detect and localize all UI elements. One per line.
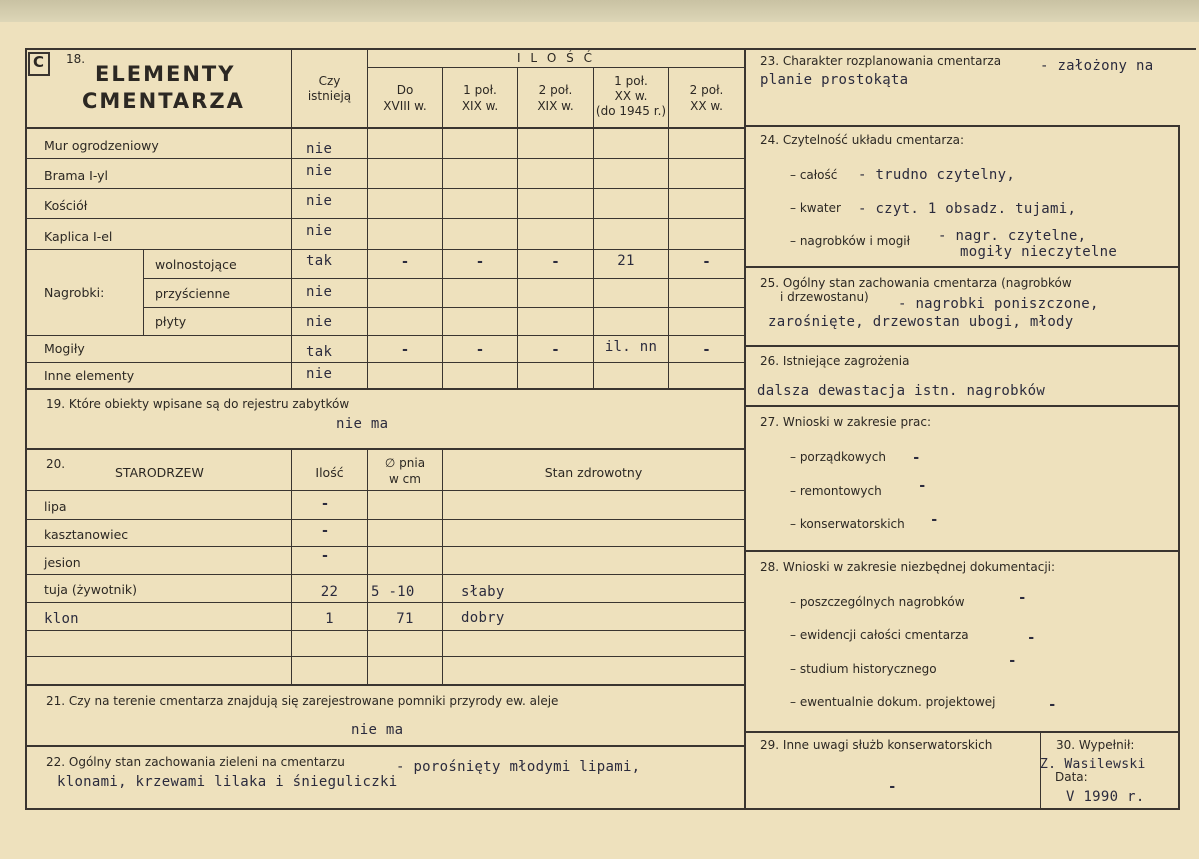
tree-name: lipa — [44, 499, 67, 514]
q28-item-answer: - — [1008, 653, 1017, 669]
q27-item-label: – remontowych — [790, 484, 882, 498]
q28-item-label: – poszczególnych nagrobków — [790, 595, 965, 609]
q22-answer-2: klonami, krzewami lilaka i śnieguliczki — [57, 774, 398, 790]
tree-diam: 5 -10 — [371, 584, 415, 600]
element-exists: nie — [306, 314, 333, 330]
period-header-1: Do XVIII w. — [383, 83, 427, 113]
q24-item-answer-2: mogiły nieczytelne — [960, 244, 1118, 260]
tree-count: - — [320, 548, 330, 564]
element-label: Brama I-yl — [44, 168, 109, 183]
q28-label: 28. Wnioski w zakresie niezbędnej dokumentacji: — [760, 560, 1056, 574]
q27-item-label: – konserwatorskich — [790, 517, 905, 531]
tree-name: tuja (żywotnik) — [44, 582, 138, 597]
element-label: przyścienne — [155, 286, 231, 301]
trees-number: 20. — [46, 457, 66, 471]
q24-label: 24. Czytelność układu cmentarza: — [760, 133, 965, 147]
q21-answer: nie ma — [351, 722, 404, 738]
element-exists: nie — [306, 193, 333, 209]
q24-item-label: – kwater — [790, 201, 841, 215]
q27-label: 27. Wnioski w zakresie prac: — [760, 415, 932, 429]
period-cell: il. nn — [604, 339, 658, 355]
q30-label: 30. Wypełnił: — [1056, 738, 1135, 752]
q28-item-label: – studium historycznego — [790, 662, 937, 676]
trees-title: STARODRZEW — [115, 465, 204, 480]
q24-item-label: – nagrobków i mogił — [790, 234, 911, 248]
section-title-line1: ELEMENTY — [95, 62, 236, 86]
section-code: C — [33, 53, 45, 71]
period-header-5: 2 poł. XX w. — [689, 83, 724, 113]
q28-item-answer: - — [1018, 590, 1027, 606]
q22-answer-1: - porośnięty młodymi lipami, — [396, 759, 641, 775]
q25-answer-2: zarośnięte, drzewostan ubogi, młody — [768, 314, 1074, 330]
element-label: wolnostojące — [155, 257, 237, 272]
q23-label: 23. Charakter rozplanowania cmentarza — [760, 54, 1002, 68]
q27-item-answer: - — [930, 512, 939, 528]
period-header-3: 2 poł. XIX w. — [537, 83, 574, 113]
q27-item-label: – porządkowych — [790, 450, 886, 464]
q30-date: V 1990 r. — [1066, 789, 1145, 805]
period-cell: - — [475, 254, 485, 270]
exists-header-1: Czy — [318, 74, 341, 88]
q28-item-answer: - — [1048, 697, 1057, 713]
q27-item-answer: - — [918, 478, 927, 494]
tree-health: dobry — [461, 610, 505, 626]
tree-diam: 71 — [396, 611, 414, 627]
trees-col-diam: ∅ pnia w cm — [384, 456, 426, 486]
ilosc-header: I L O Ś Ć — [517, 51, 595, 65]
element-label: Mogiły — [44, 341, 85, 356]
tree-count: - — [320, 496, 330, 512]
period-cell: - — [551, 342, 560, 358]
q19-answer: nie ma — [336, 416, 389, 432]
element-label: Mur ogrodzeniowy — [44, 138, 159, 153]
element-label: Kościół — [44, 198, 88, 213]
period-cell: - — [702, 254, 711, 270]
q28-item-label: – ewidencji całości cmentarza — [790, 628, 969, 642]
tree-count: 1 — [325, 611, 334, 627]
period-cell: - — [702, 342, 711, 358]
q24-item-label: – całość — [790, 168, 838, 182]
q25-label-1: 25. Ogólny stan zachowania cmentarza (nagrobków — [760, 276, 1072, 290]
element-exists: nie — [306, 141, 333, 157]
period-cell: - — [475, 342, 485, 358]
tree-name: klon — [44, 611, 79, 627]
q24-item-answer: - czyt. 1 obsadz. tujami, — [858, 201, 1077, 217]
element-exists: nie — [306, 284, 333, 300]
tree-health: słaby — [461, 584, 505, 600]
period-header-4: 1 poł. XX w. (do 1945 r.) — [595, 74, 667, 118]
element-label: płyty — [155, 314, 187, 329]
q26-label: 26. Istniejące zagrożenia — [760, 354, 910, 368]
tree-count: 22 — [320, 584, 339, 600]
q19-label: 19. Które obiekty wpisane są do rejestru zabytków — [46, 397, 350, 411]
section-title-line2: CMENTARZA — [82, 89, 245, 113]
q25-label-2: i drzewostanu) — [780, 290, 869, 304]
q25-answer-1: - nagrobki poniszczone, — [898, 296, 1099, 312]
q28-item-label: – ewentualnie dokum. projektowej — [790, 695, 996, 709]
element-exists: nie — [306, 366, 333, 382]
card-top-edge — [0, 0, 1199, 22]
exists-header-2: istnieją — [307, 89, 352, 103]
q22-label: 22. Ogólny stan zachowania zieleni na cmentarzu — [46, 755, 345, 769]
q29-label: 29. Inne uwagi służb konserwatorskich — [760, 738, 993, 752]
tree-name: kasztanowiec — [44, 527, 129, 542]
q30-date-label: Data: — [1055, 770, 1088, 784]
q30-name: Z. Wasilewski — [1040, 757, 1146, 772]
q24-item-answer: - trudno czytelny, — [858, 167, 1016, 183]
element-exists: tak — [306, 344, 333, 360]
period-cell: 21 — [617, 253, 635, 269]
trees-col-health: Stan zdrowotny — [544, 465, 643, 480]
q27-item-answer: - — [912, 450, 921, 466]
element-exists: tak — [306, 253, 333, 269]
period-cell: - — [400, 254, 410, 270]
nagrobki-group-label: Nagrobki: — [44, 285, 105, 300]
trees-col-count: Ilość — [315, 465, 344, 480]
q23-answer-2: planie prostokąta — [760, 72, 909, 88]
record-card — [0, 22, 1199, 859]
q26-answer: dalsza dewastacja istn. nagrobków — [757, 383, 1046, 399]
q23-answer-1: - założony na — [1040, 58, 1154, 74]
q29-answer: - — [888, 779, 897, 795]
tree-count: - — [320, 523, 330, 539]
element-exists: nie — [306, 163, 333, 179]
period-cell: - — [400, 342, 410, 358]
q21-label: 21. Czy na terenie cmentarza znajdują się zarejestrowane pomniki przyrody ew. aleje — [46, 694, 559, 708]
period-cell: - — [551, 254, 560, 270]
element-label: Inne elementy — [44, 368, 135, 383]
tree-name: jesion — [44, 555, 81, 570]
element-exists: nie — [306, 223, 333, 239]
section-number: 18. — [66, 52, 86, 66]
period-header-2: 1 poł. XIX w. — [461, 83, 499, 113]
q28-item-answer: - — [1027, 630, 1036, 646]
element-label: Kaplica I-el — [44, 229, 113, 244]
q24-item-answer: - nagr. czytelne, — [938, 228, 1087, 244]
